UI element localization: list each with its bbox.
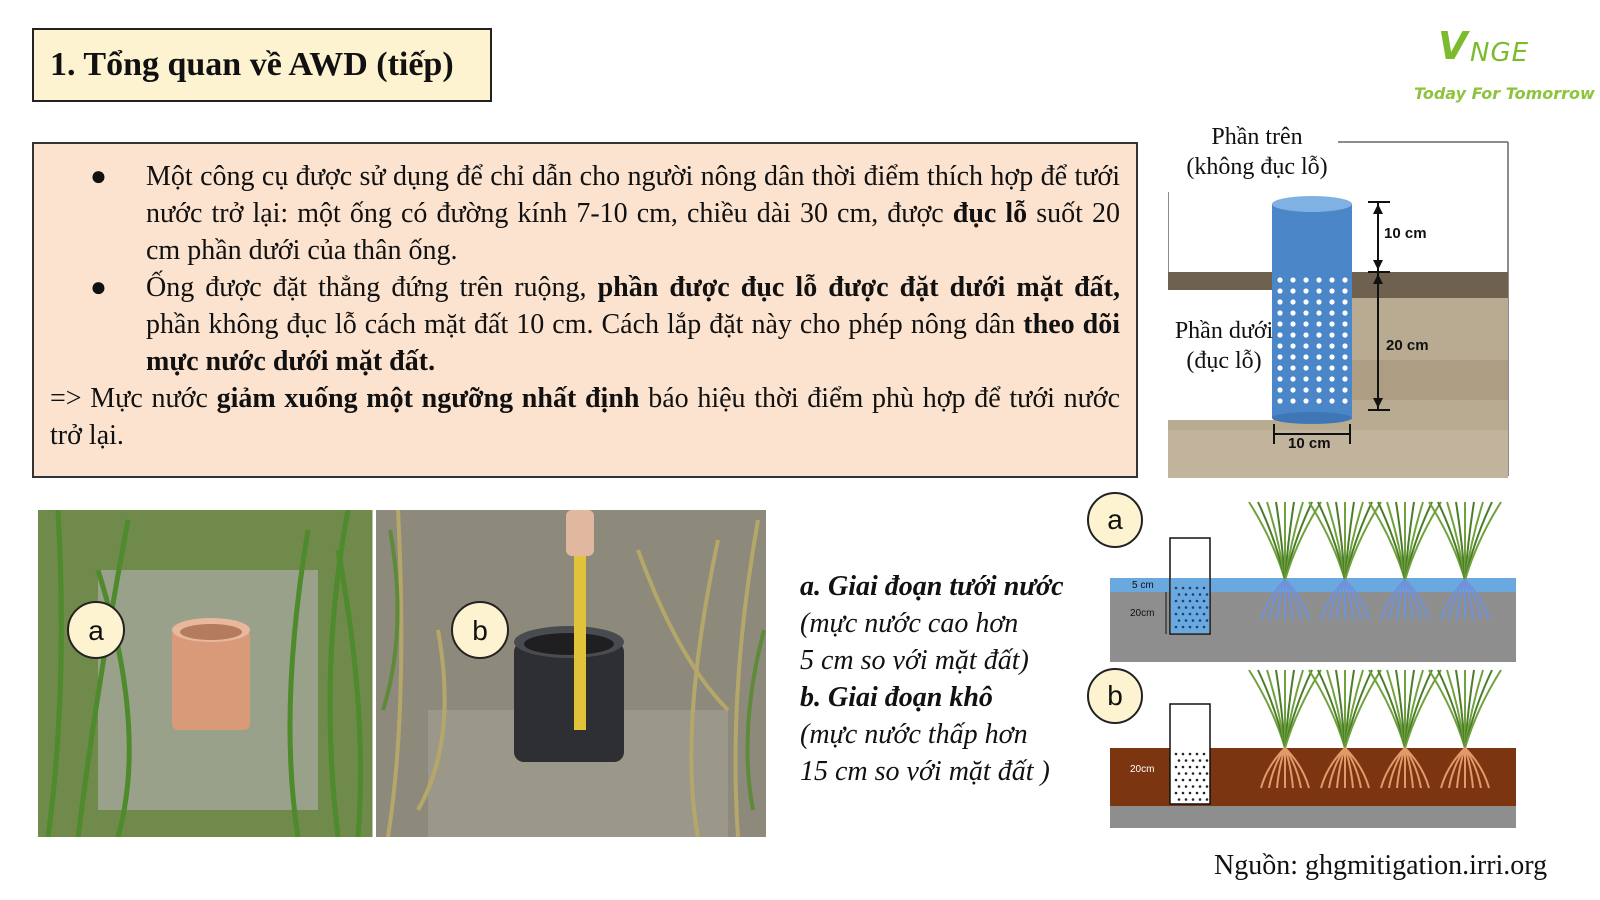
photo-label-b: b [472,615,488,646]
field-diagram-a [1110,498,1516,662]
water-level-label: 5 cm [1132,580,1154,591]
logo-tagline: Today For Tomorrow [1414,84,1595,103]
top-part-label: Phần trên (không đục lỗ) [1186,124,1328,180]
field-diagram-b [1110,668,1516,828]
stage-a-title: a. Giai đoạn tưới nước [800,571,1064,602]
bullet-dot-icon: ● [90,161,107,192]
logo-letter: V [1438,24,1468,68]
bottom-part-label: Phần dưới (đục lỗ) [1174,318,1274,374]
stage-b-title: b. Giai đoạn khô [800,682,993,713]
stage-descriptions [800,568,1100,790]
stage-b-desc-line2: 15 cm so với mặt đất ) [800,756,1050,787]
field-photo-pair [38,510,766,837]
conclusion-text: => Mực nước giảm xuống một ngưỡng nhất định báo hiệu thời điểm phù hợp để tưới nước trở lại. [50,383,1121,451]
bullet-item: ● Một công cụ được sử dụng để chỉ dẫn cho người nông dân thời điểm thích hợp để tưới nước trở lại: một ống có đường kính 7-10 cm, chiều dài 30 cm, được đục lỗ suốt 20 cm phần dưới của thân ống. [50,158,1120,269]
diagram-label-a: a [1087,492,1143,548]
stage-b-desc-line1: (mực nước thấp hơn [800,719,1028,750]
depth-label-a: 20cm [1130,608,1155,619]
slide-title: 1. Tổng quan về AWD (tiếp) [32,28,492,102]
stage-a-desc-line1: (mực nước cao hơn [800,608,1019,639]
description-box [32,142,1138,478]
dry-stage-illustration [1110,668,1516,828]
dimension-bottom-label: 20 cm [1386,337,1429,354]
diagram-label-b: b [1087,668,1143,724]
bullet-item: ● Ống được đặt thẳng đứng trên ruộng, phần được đục lỗ được đặt dưới mặt đất, phần không đục lỗ cách mặt đất 10 cm. Cách lắp đặt này cho phép nông dân theo dõi mực nước dưới mặt đất. [50,269,1120,380]
flooded-stage-illustration [1110,498,1516,662]
dimension-width-label: 10 cm [1288,435,1331,452]
depth-label-b: 20cm [1130,764,1155,775]
photo-label-a: a [88,615,104,646]
dimension-top-label: 10 cm [1384,225,1427,242]
logo-word: NGE [1470,38,1530,68]
bullet-dot-icon: ● [90,272,107,303]
source-citation: Nguồn: ghgmitigation.irri.org [1214,850,1548,881]
stage-a-desc-line2: 5 cm so với mặt đất) [800,645,1029,676]
tube-diagram-illustration [1168,130,1520,480]
vnge-logo [1408,18,1595,108]
tube-diagram [1168,124,1520,480]
field-photos [38,510,766,837]
